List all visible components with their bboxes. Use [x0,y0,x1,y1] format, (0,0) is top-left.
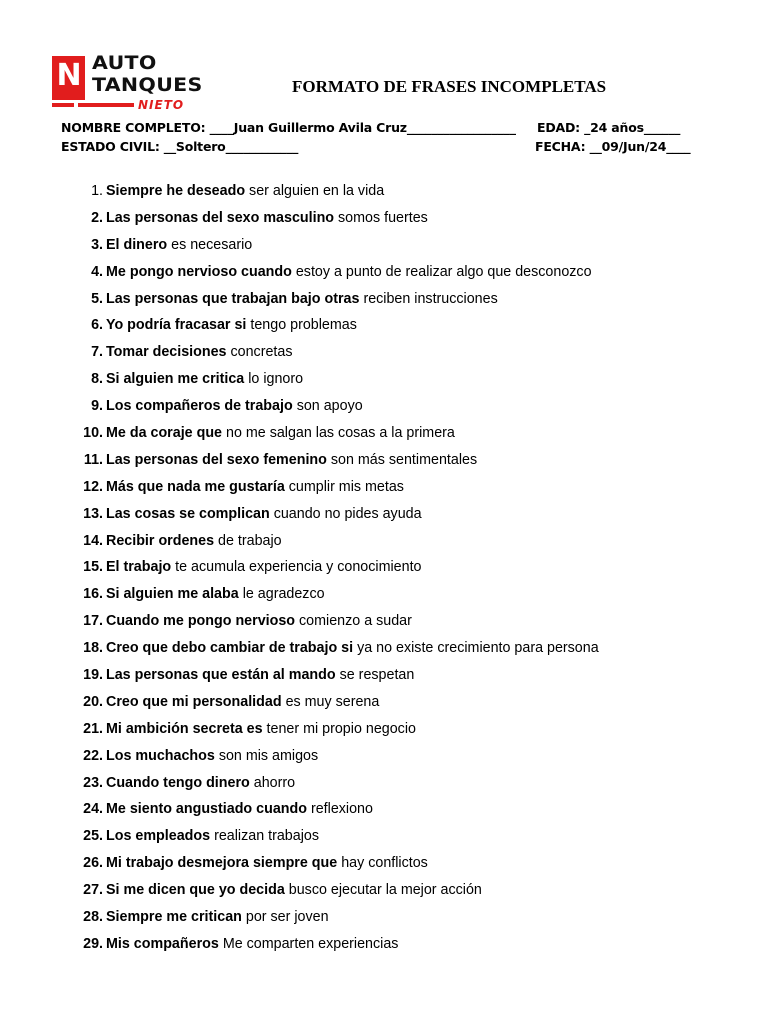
item-answer: son mis amigos [218,747,319,764]
item-prompt: Si me dicen que yo decida [106,882,285,899]
item-answer: cuando no pides ayuda [273,505,422,522]
item-number: 24. [83,801,103,818]
item-prompt: Si alguien me alaba [106,586,239,603]
item-number: 18. [83,640,103,657]
item-answer: estoy a punto de realizar algo que desconozco [295,263,592,280]
item-number: 28. [83,909,103,926]
item-text [106,368,303,390]
sentence-item [0,288,768,315]
item-prompt: El dinero [106,236,168,253]
item-number: 16. [83,586,103,603]
item-number: 22. [83,747,103,764]
item-number: 26. [83,855,103,872]
item-number: 27. [83,882,103,899]
item-answer: busco ejecutar la mejor acción [288,882,482,899]
item-prompt: Los muchachos [106,747,215,764]
item-answer: por ser joven [245,909,329,926]
item-text [106,852,428,874]
item-text [106,610,412,632]
item-number: 21. [83,720,103,737]
item-prompt: Los empleados [106,828,211,845]
item-text [106,906,329,928]
age-field: EDAD: _24 años______ [537,120,681,135]
item-answer: concretas [230,344,293,361]
item-prompt: Las personas que trabajan bajo otras [106,290,360,307]
item-answer: lo ignoro [248,371,304,388]
item-prompt: Los compañeros de trabajo [106,398,293,415]
item-number: 11. [83,451,103,468]
item-text [106,503,422,525]
sentence-item [0,530,768,557]
item-prompt: Me da coraje que [106,425,223,442]
item-number: 19. [83,667,103,684]
item-text [106,314,357,336]
item-prompt: Siempre me critican [106,909,242,926]
item-answer: realizan trabajos [214,828,319,845]
sentence-item [0,852,768,879]
sentence-item [0,556,768,583]
item-number: 29. [83,935,103,952]
item-prompt: Las personas del sexo femenino [106,451,327,468]
item-answer: reciben instrucciones [363,290,498,307]
company-logo [52,52,203,114]
item-answer: ahorro [253,774,296,791]
item-number: 14. [83,532,103,549]
item-text [106,745,318,767]
item-text [106,395,363,417]
item-text [106,879,482,901]
sentence-item [0,207,768,234]
item-answer: hay conflictos [341,855,428,872]
item-number: 5. [91,290,103,307]
item-number: 7. [91,344,103,361]
item-answer: no me salgan las cosas a la primera [226,425,455,442]
item-number: 6. [91,317,103,334]
item-prompt: El trabajo [106,559,172,576]
sentence-item [0,691,768,718]
logo-word-auto: AUTO [92,52,157,74]
item-text [106,207,428,229]
sentence-item [0,825,768,852]
item-text [106,664,414,686]
item-answer: le agradezco [242,586,325,603]
item-prompt: Creo que mi personalidad [106,693,282,710]
full-name-field: NOMBRE COMPLETO: ____Juan Guillermo Avila Cruz__________________ [61,120,516,135]
sentence-item [0,664,768,691]
item-number: 4. [91,263,103,280]
item-prompt: Recibir ordenes [106,532,215,549]
item-answer: ser alguien en la vida [249,183,385,199]
item-answer: son apoyo [296,398,363,415]
sentence-item [0,503,768,530]
item-prompt: Mi ambición secreta es [106,720,263,737]
item-number: 1. [91,183,103,199]
item-text [106,825,319,847]
item-prompt: Me siento angustiado cuando [106,801,307,818]
sentence-item [0,610,768,637]
item-prompt: Las personas del sexo masculino [106,209,335,226]
item-text [106,234,252,256]
item-number: 2. [91,209,103,226]
item-answer: es necesario [171,236,253,253]
item-text [106,341,292,363]
sentence-item [0,180,768,207]
sentence-item [0,261,768,288]
civil-status-field: ESTADO CIVIL: __Soltero____________ [61,139,299,154]
item-answer: comienzo a sudar [299,613,412,630]
item-answer: tengo problemas [250,317,357,334]
document-title: FORMATO DE FRASES INCOMPLETAS [292,77,607,96]
logo-word-tanques: TANQUES [92,74,203,96]
item-answer: te acumula experiencia y conocimiento [175,559,422,576]
item-number: 23. [83,774,103,791]
logo-stripe [78,103,134,107]
item-prompt: Yo podría fracasar si [106,317,247,334]
item-text [106,583,325,605]
item-number: 15. [83,559,103,576]
item-text [106,637,599,659]
sentence-item [0,798,768,825]
item-prompt: Me pongo nervioso cuando [106,263,292,280]
sentence-item [0,476,768,503]
item-text [106,449,477,471]
item-number: 12. [83,478,103,495]
sentence-item [0,718,768,745]
item-answer: de trabajo [218,532,282,549]
item-number: 13. [83,505,103,522]
item-prompt: Siempre he deseado [106,183,246,199]
item-prompt: Mis compañeros [106,935,219,952]
item-number: 17. [83,613,103,630]
item-text [106,691,379,713]
sentence-item [0,422,768,449]
item-answer: Me comparten experiencias [222,935,399,952]
item-text [106,180,384,202]
item-prompt: Si alguien me critica [106,371,245,388]
item-number: 8. [91,371,103,388]
item-text [106,556,422,578]
item-text [106,933,398,955]
item-prompt: Cuando tengo dinero [106,774,250,791]
item-text [106,261,592,283]
item-answer: es muy serena [285,693,380,710]
item-answer: reflexiono [310,801,373,818]
date-field: FECHA: __09/Jun/24____ [535,139,691,154]
item-text [106,288,498,310]
item-text [106,718,416,740]
sentence-item [0,879,768,906]
item-prompt: Tomar decisiones [106,344,227,361]
sentence-item [0,341,768,368]
sentence-item [0,745,768,772]
item-number: 10. [83,425,103,442]
item-text [106,530,282,552]
sentence-item [0,234,768,261]
item-prompt: Creo que debo cambiar de trabajo si [106,640,354,657]
sentence-item [0,772,768,799]
logo-mark: N [56,58,81,93]
item-answer: tener mi propio negocio [266,720,416,737]
sentence-item [0,637,768,664]
item-number: 9. [91,398,103,415]
item-prompt: Cuando me pongo nervioso [106,613,296,630]
item-answer: somos fuertes [338,209,428,226]
sentence-item [0,395,768,422]
sentence-item [0,314,768,341]
item-prompt: Más que nada me gustaría [106,478,285,495]
item-number: 25. [83,828,103,845]
item-text [106,772,295,794]
item-number: 20. [83,693,103,710]
sentence-item [0,449,768,476]
item-text [106,798,373,820]
sentence-item [0,583,768,610]
item-prompt: Las personas que están al mando [106,667,336,684]
item-answer: cumplir mis metas [288,478,404,495]
item-text [106,476,404,498]
sentence-item [0,368,768,395]
logo-stripe [52,103,74,107]
item-text [106,422,455,444]
sentence-list [0,180,768,960]
item-prompt: Mi trabajo desmejora siempre que [106,855,338,872]
item-answer: se respetan [339,667,415,684]
sentence-item [0,933,768,960]
logo-word-nieto: NIETO [138,98,185,112]
sentence-item [0,906,768,933]
item-number: 3. [91,236,103,253]
item-answer: ya no existe crecimiento para persona [357,640,599,657]
item-prompt: Las cosas se complican [106,505,270,522]
item-answer: son más sentimentales [330,451,478,468]
